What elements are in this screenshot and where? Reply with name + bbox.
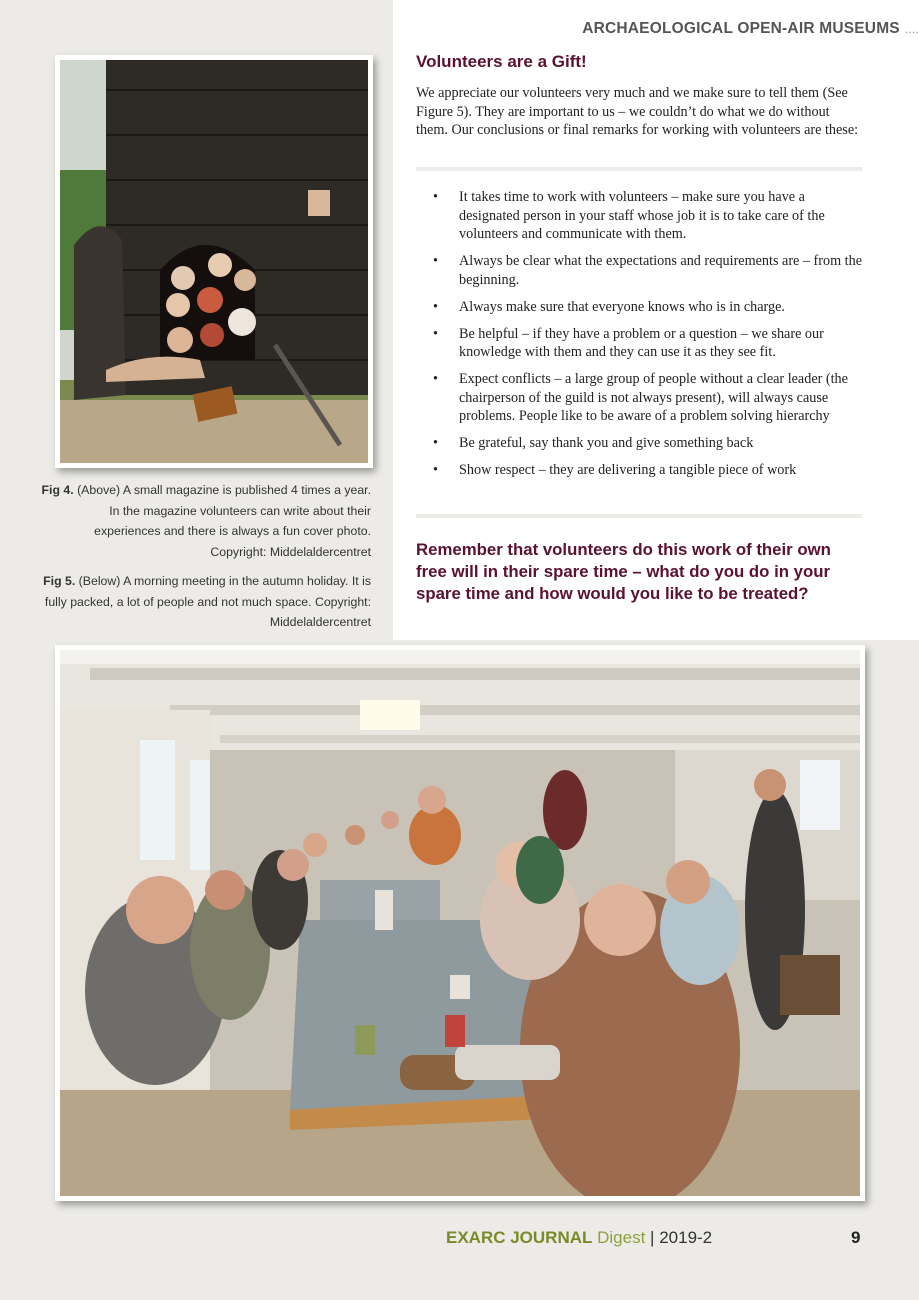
pull-quote: Remember that volunteers do this work of their own free will in their spare time – what do you do in your spare time and how would you like to be treated? (416, 540, 831, 603)
footer-journal: EXARC JOURNAL (446, 1228, 593, 1247)
bottom-rule (416, 514, 862, 518)
list-item: • Always be clear what the expectations and requirements are – from the beginning. (416, 252, 862, 289)
footer-digest: Digest (592, 1228, 646, 1247)
fig5-text: (Below) A morning meeting in the autumn holiday. It is fully packed, a lot of people and not much space. Copyright: Middelaldercentret (44, 574, 371, 629)
intro-paragraph: We appreciate our volunteers very much and we make sure to tell them (See Figure 5). They are important to us – we couldn’t do what we do without them. Our conclusions or final remarks for working with volunteers are these: (416, 85, 859, 138)
journal-footer (446, 1228, 712, 1248)
footer-separator: | (645, 1228, 660, 1247)
top-rule (416, 167, 862, 171)
fig4-label: Fig 4. (41, 483, 74, 497)
running-head (582, 20, 919, 38)
footer-issue: 2019-2 (659, 1228, 713, 1247)
list-item: • Expect conflicts – a large group of people without a clear leader (the chairperson of the guild is not always present), will always cause problems. People like to be aware of a problem solving hierarchy (416, 370, 862, 426)
list-item: • Be helpful – if they have a problem or a question – we share our knowledge with them and they can use it as they see fit. (416, 325, 862, 362)
fig5-photo (60, 650, 860, 1196)
list-item: • It takes time to work with volunteers – make sure you have a designated person in your staff whose job it is to take care of the volunteers and communicate with them. (416, 188, 862, 244)
fig4-photo-illustration (60, 60, 368, 463)
conclusions-list (416, 188, 862, 488)
list-item: • Show respect – they are delivering a tangible piece of work (416, 461, 862, 480)
running-head-text: ARCHAEOLOGICAL OPEN-AIR MUSEUMS (582, 20, 900, 37)
fig5-photo-frame (55, 645, 865, 1201)
fig4-caption (40, 480, 371, 562)
fig4-photo-frame (55, 55, 373, 468)
page-number: 9 (851, 1228, 861, 1247)
fig4-text: (Above) A small magazine is published 4 times a year. In the magazine volunteers can write about their experiences and there is always a fun cover photo. Copyright: Middelaldercentret (73, 483, 371, 559)
list-item: • Be grateful, say thank you and give something back (416, 434, 862, 453)
fig4-photo (60, 60, 368, 463)
running-head-dots: .... (904, 22, 919, 36)
fig5-label: Fig 5. (43, 574, 76, 588)
fig5-photo-illustration (60, 650, 860, 1196)
section-title: Volunteers are a Gift! (416, 52, 587, 71)
fig5-caption (40, 571, 371, 633)
list-item: • Always make sure that everyone knows who is in charge. (416, 298, 862, 317)
